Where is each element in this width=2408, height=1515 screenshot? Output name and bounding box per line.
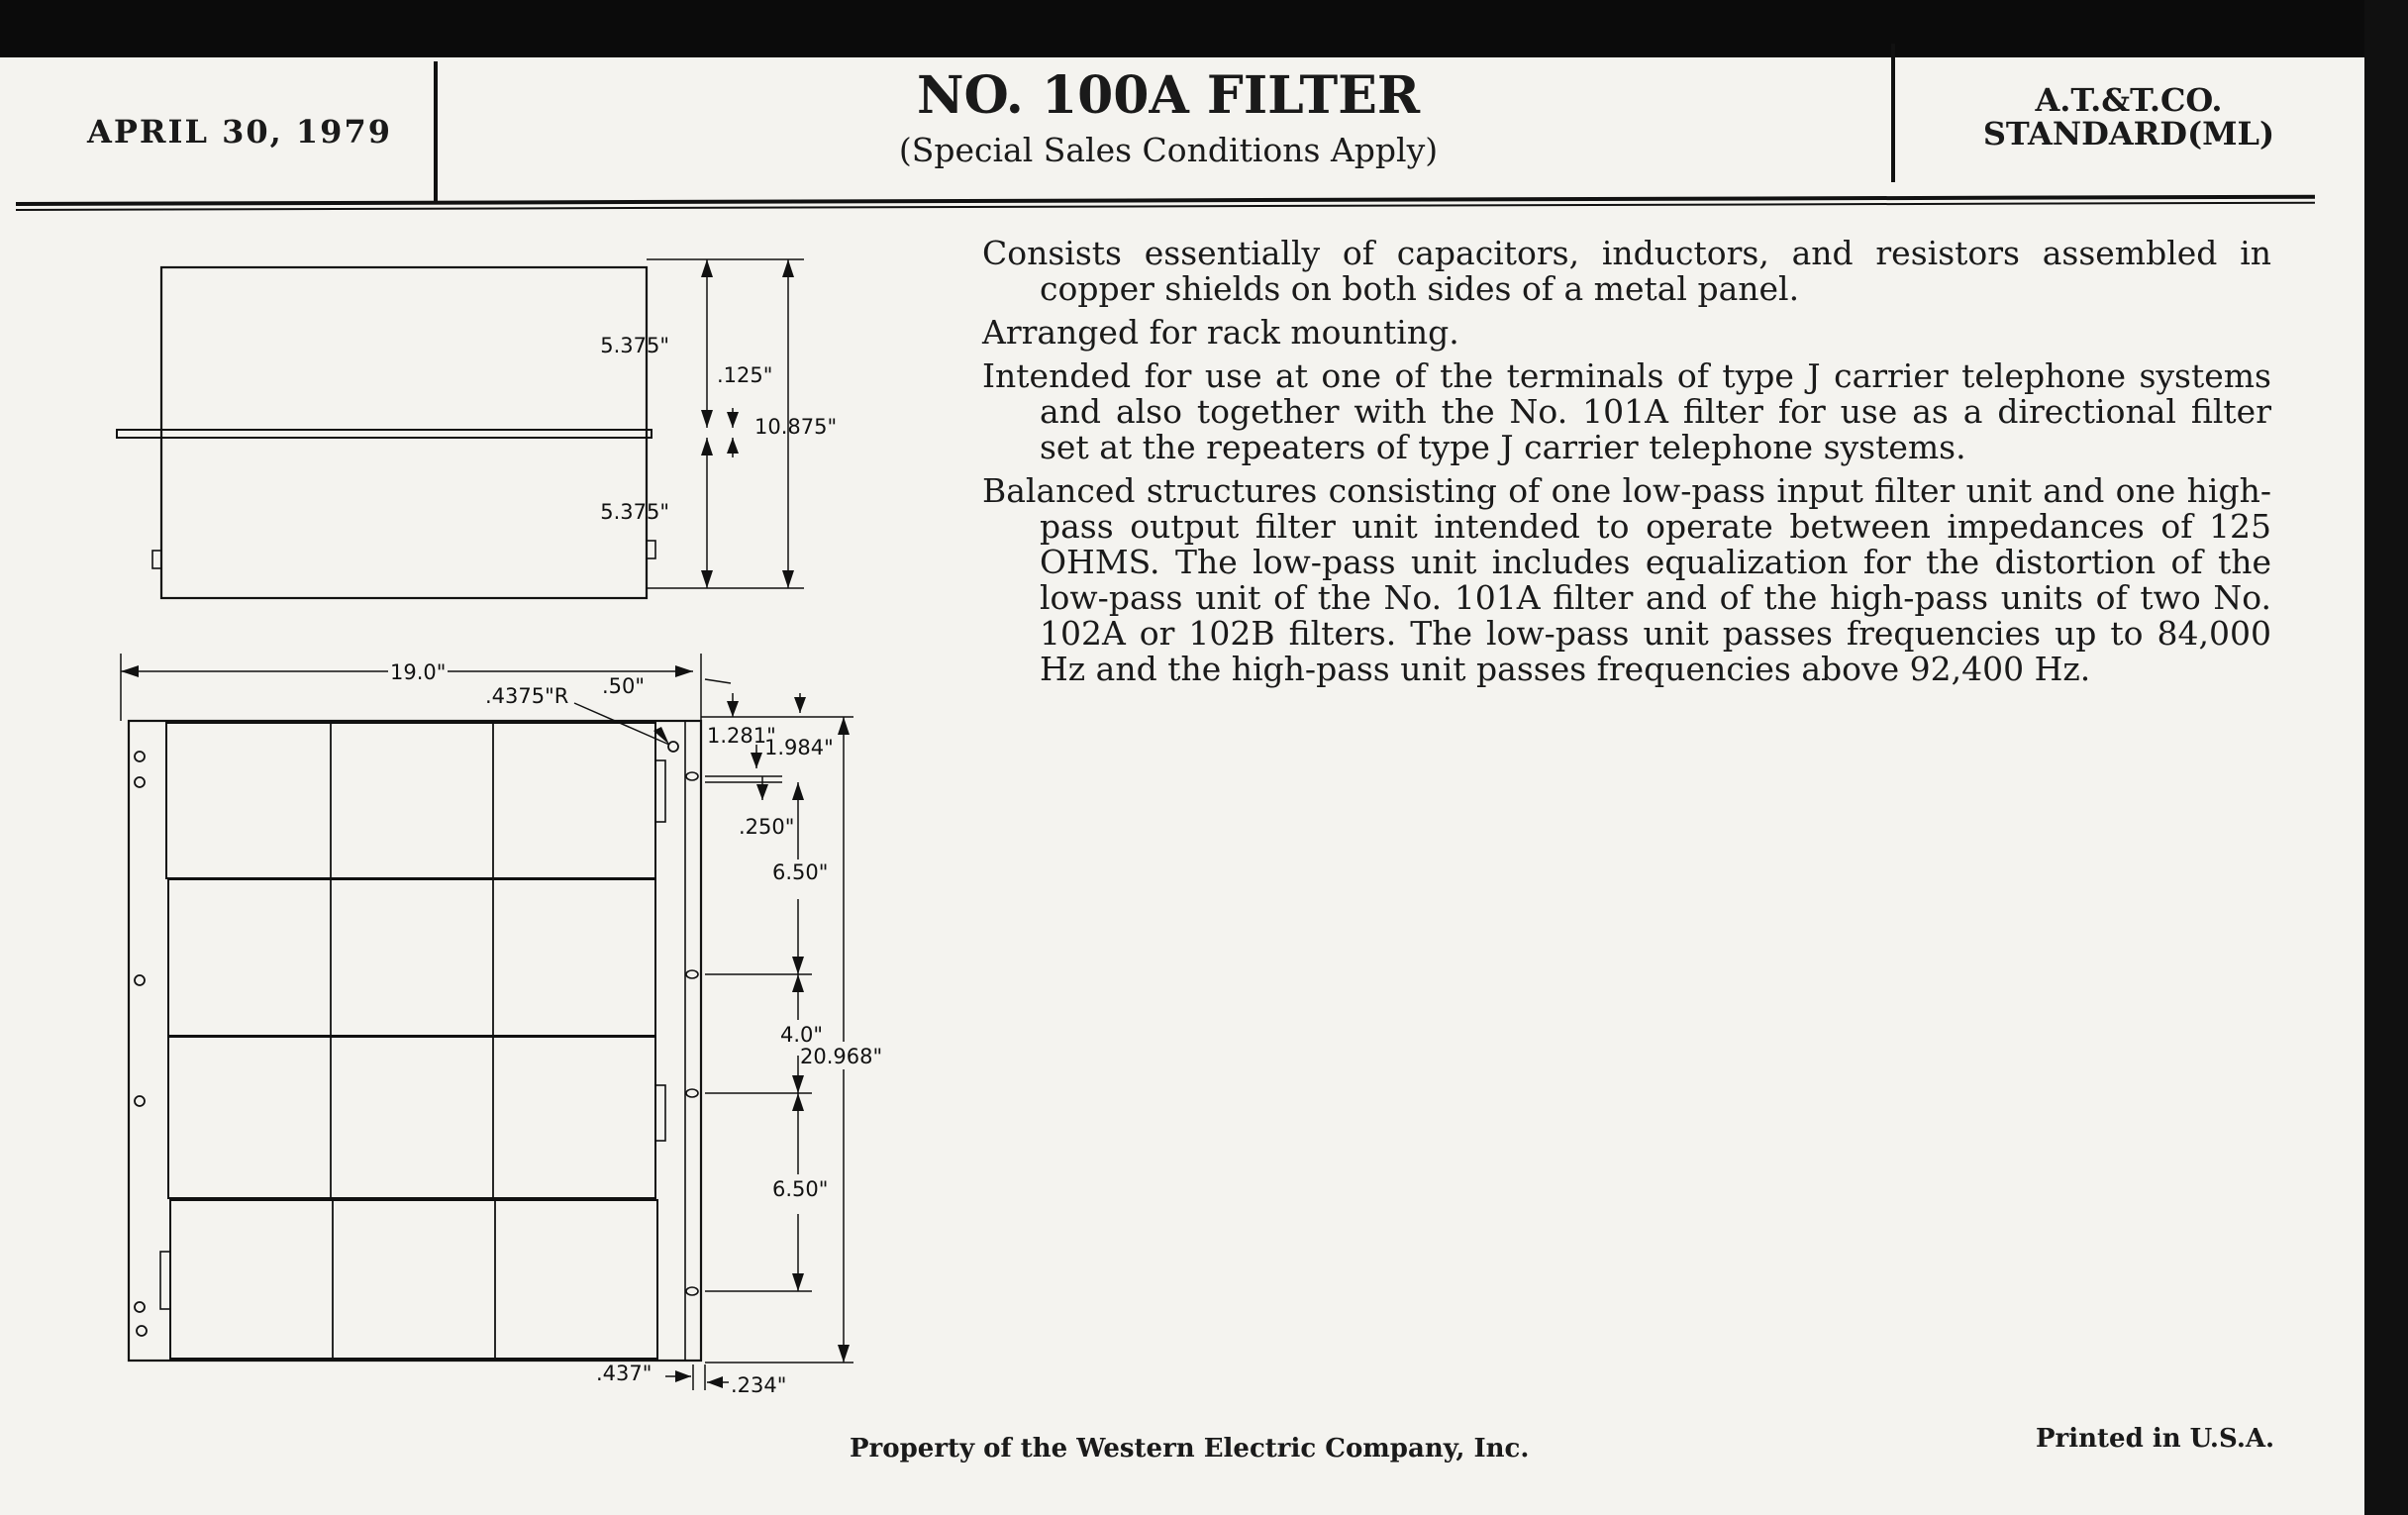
filter-row-4 bbox=[170, 1200, 657, 1359]
filter-row-3 bbox=[168, 1037, 655, 1198]
front-view-panel bbox=[129, 721, 701, 1361]
front-dim-hole2-label: 1.984" bbox=[764, 736, 834, 759]
filter-row-2 bbox=[168, 879, 655, 1036]
slot-hole bbox=[686, 1089, 698, 1097]
side-view-panel bbox=[117, 430, 652, 438]
front-dim-thickness-label: .234" bbox=[731, 1373, 787, 1397]
issue-date: APRIL 30, 1979 bbox=[87, 113, 392, 151]
front-dim-height-label: 20.968" bbox=[800, 1045, 883, 1068]
slot-hole bbox=[686, 970, 698, 978]
front-dim-offset-label: .437" bbox=[596, 1362, 652, 1385]
front-dim-width-label: 19.0" bbox=[390, 660, 447, 684]
front-dim-space3-label: 6.50" bbox=[772, 1177, 829, 1201]
side-view-body bbox=[161, 267, 647, 598]
document-title: NO. 100A FILTER bbox=[916, 65, 1421, 126]
side-view-terminal-left bbox=[152, 551, 161, 568]
terminal-block bbox=[655, 760, 665, 822]
front-dim-space1-label: 6.50" bbox=[772, 860, 829, 884]
front-dim-edge-label: .50" bbox=[602, 674, 646, 698]
mounting-hole bbox=[135, 752, 145, 761]
terminal-block bbox=[655, 1085, 665, 1141]
standard-label: STANDARD(ML) bbox=[1982, 115, 2275, 152]
standard-org: A.T.&T.CO. bbox=[2035, 81, 2223, 119]
terminal-block bbox=[160, 1252, 170, 1309]
mounting-hole bbox=[668, 742, 678, 752]
front-dim-slot-label: .250" bbox=[739, 815, 795, 839]
footer-property: Property of the Western Electric Company, Inc. bbox=[850, 1434, 1530, 1464]
slot-hole bbox=[686, 1287, 698, 1295]
side-dim-panel-label: .125" bbox=[717, 363, 773, 387]
side-view-terminal-right bbox=[647, 541, 655, 558]
description-paragraph: Arranged for rack mounting. bbox=[982, 313, 1459, 352]
description-paragraph: Consists essentially of capacitors, inductors, and resistors assembled in copper shields on both sides of a metal panel. bbox=[982, 234, 2271, 308]
slot-hole bbox=[686, 772, 698, 780]
front-dim-hole1-label: 1.281" bbox=[707, 724, 776, 748]
front-dim-radius-label: .4375"R bbox=[485, 684, 569, 708]
front-dim-space2-label: 4.0" bbox=[780, 1023, 824, 1047]
mounting-hole bbox=[135, 975, 145, 985]
side-dim-bottom-half-label: 5.375" bbox=[600, 500, 669, 524]
mounting-hole bbox=[135, 1096, 145, 1106]
mounting-hole bbox=[135, 777, 145, 787]
description-paragraph: Intended for use at one of the terminals of type J carrier telephone systems and also together with the No. 101A filter for use as a directional filter set at the repeaters of type J carrier telephone systems. bbox=[982, 356, 2271, 466]
footer-printed: Printed in U.S.A. bbox=[2036, 1424, 2275, 1454]
document-subtitle: (Special Sales Conditions Apply) bbox=[898, 131, 1439, 169]
filter-row-1 bbox=[166, 723, 655, 878]
side-dim-top-half-label: 5.375" bbox=[600, 334, 669, 357]
side-dim-overall-label: 10.875" bbox=[754, 415, 838, 439]
mounting-hole bbox=[135, 1302, 145, 1312]
mounting-hole bbox=[137, 1326, 147, 1336]
description-paragraph: Balanced structures consisting of one low-pass input filter unit and one high-pass output filter unit intended to operate between impedances of 125 OHMS. The low-pass unit includes equalization for the distortion of the low-pass unit of the No. 101A filter and of the high-pass units of two No. 102A or 102B filters. The low-pass unit passes frequencies up to 84,000 Hz and the high-pass unit passes frequencies above 92,400 Hz. bbox=[982, 471, 2271, 688]
